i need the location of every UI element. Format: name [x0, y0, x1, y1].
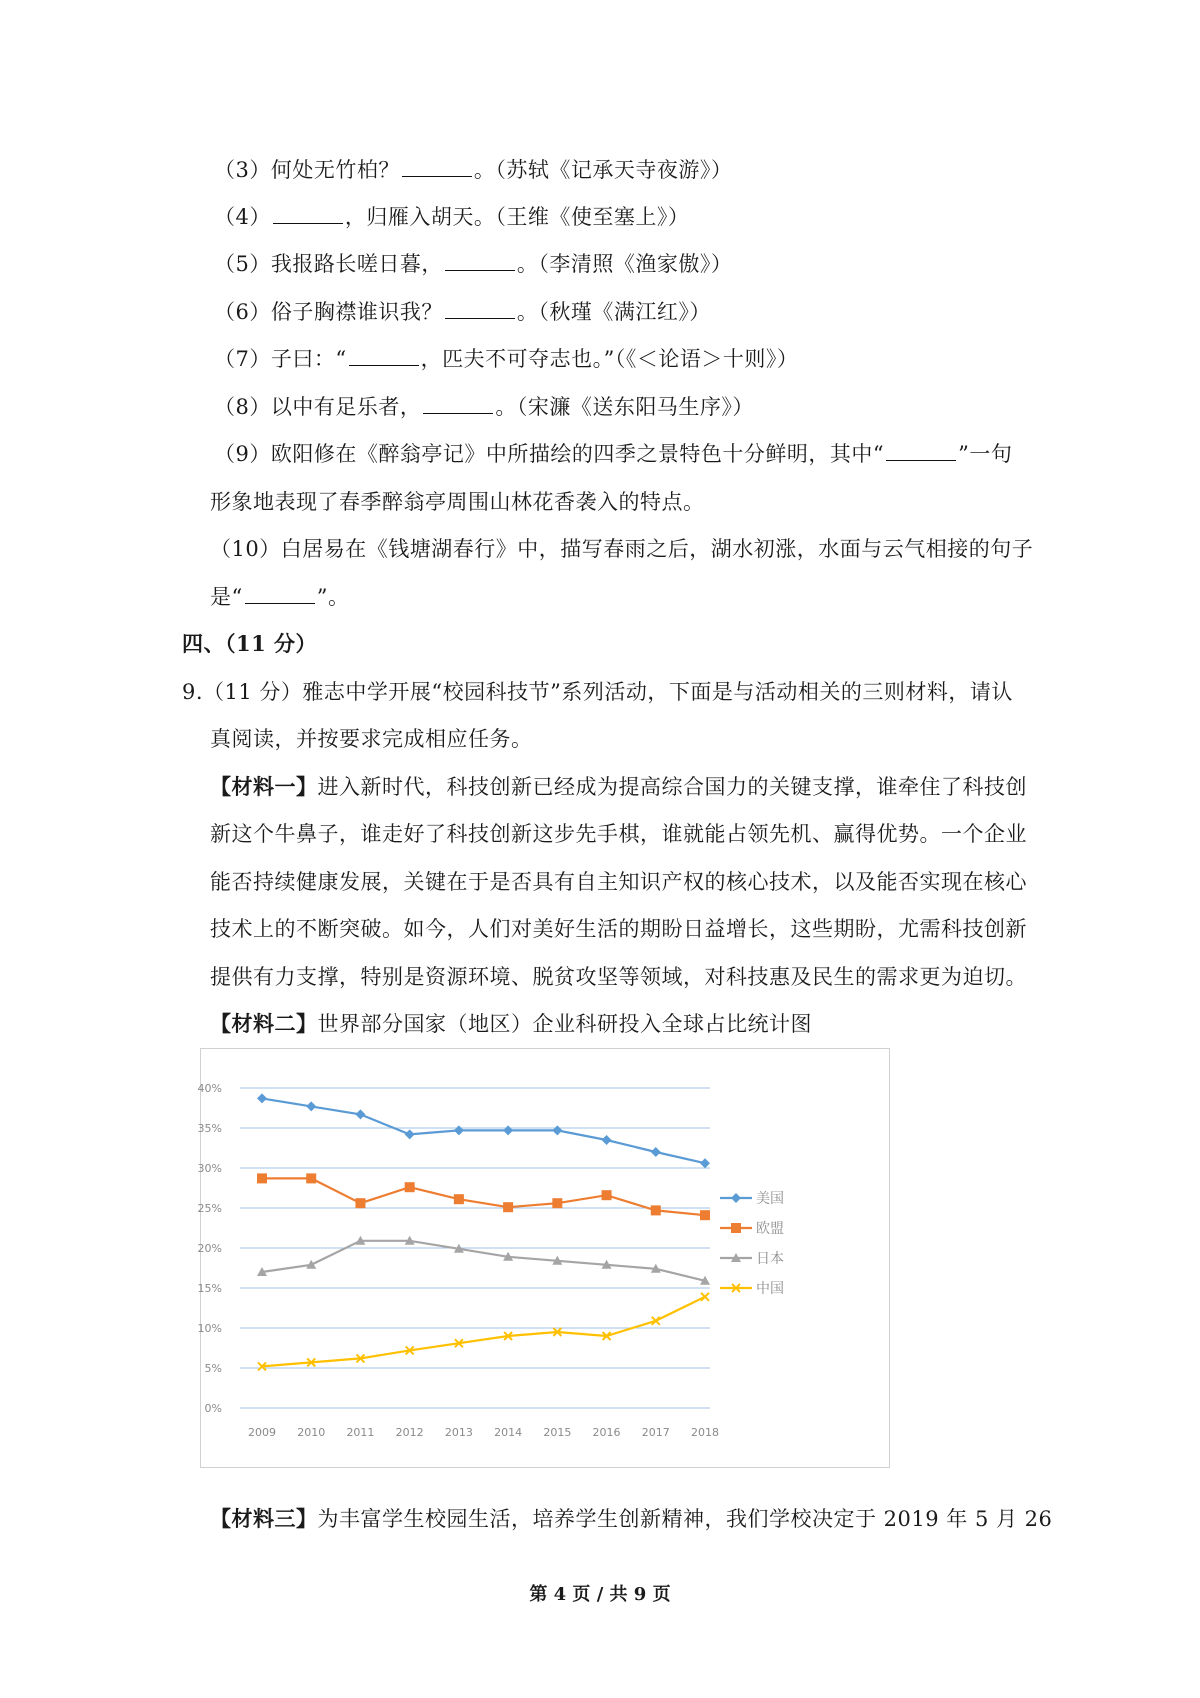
legend-label: 欧盟: [756, 1221, 784, 1237]
question-9-main-line2: 真阅读，并按要求完成相应任务。: [210, 727, 533, 751]
answer-blank[interactable]: [445, 300, 515, 319]
answer-blank[interactable]: [245, 585, 315, 604]
x-tick-label: 2011: [346, 1426, 375, 1439]
material-1-line4: 技术上的不断突破。如今，人们对美好生活的期盼日益增长，这些期盼，尤需科技创新: [210, 917, 1027, 941]
x-tick-label: 2017: [641, 1426, 670, 1439]
question-3: [214, 156, 732, 184]
question-8: [214, 393, 754, 421]
question-5-suffix: 。（李清照《渔家傲》）: [516, 252, 733, 276]
question-9-main-line1: 9.（11 分）雅志中学开展“校园科技节”系列活动，下面是与活动相关的三则材料，请认: [182, 680, 1013, 704]
question-9-line1: [214, 440, 1012, 468]
question-5-prefix: （5）我报路长嗟日暮，: [214, 252, 443, 276]
material-1-tag: 【材料一】: [210, 774, 318, 799]
y-tick-label: 5%: [204, 1362, 222, 1375]
x-tick-label: 2014: [494, 1426, 523, 1439]
material-3-text: 为丰富学生校园生活，培养学生创新精神，我们学校决定于 2019 年 5 月 26: [317, 1507, 1053, 1531]
data-point: [552, 1198, 562, 1208]
question-7: [214, 345, 798, 373]
data-point: [602, 1190, 612, 1200]
x-tick-label: 2015: [543, 1426, 572, 1439]
y-tick-label: 0%: [204, 1402, 222, 1415]
data-point: [700, 1210, 710, 1220]
x-tick-label: 2009: [248, 1426, 276, 1439]
material-1-text: 进入新时代，科技创新已经成为提高综合国力的关键支撑，谁牵住了科技创: [317, 775, 1027, 799]
answer-blank[interactable]: [445, 252, 515, 271]
question-9-line2: 形象地表现了春季醉翁亭周围山林花香袭入的特点。: [210, 490, 705, 514]
y-tick-label: 35%: [197, 1122, 222, 1135]
question-6-suffix: 。（秋瑾《满江红》）: [516, 300, 711, 324]
y-tick-label: 40%: [197, 1082, 222, 1095]
material-2-tag: 【材料二】: [210, 1011, 318, 1036]
answer-blank[interactable]: [886, 442, 956, 461]
question-6: [214, 298, 711, 326]
x-tick-label: 2012: [395, 1426, 424, 1439]
question-4-prefix: （4）: [214, 205, 271, 229]
legend-label: 美国: [756, 1191, 784, 1207]
section-heading: 四、（11 分）: [182, 631, 318, 656]
data-point: [503, 1202, 513, 1212]
question-7-prefix: （7）子曰：“: [214, 347, 347, 371]
answer-blank[interactable]: [273, 205, 343, 224]
line-chart: [197, 1048, 890, 1468]
data-point: [405, 1182, 415, 1192]
y-tick-label: 30%: [197, 1162, 222, 1175]
material-1-line2: 新这个牛鼻子，谁走好了科技创新这步先手棋，谁就能占领先机、赢得优势。一个企业: [210, 822, 1027, 846]
material-3-line1: [210, 1505, 1052, 1533]
answer-blank[interactable]: [349, 347, 419, 366]
answer-blank[interactable]: [402, 158, 472, 177]
question-4-suffix: ，归雁入胡天。（王维《使至塞上》）: [344, 205, 690, 229]
page-footer: 第 4 页 / 共 9 页: [529, 1584, 671, 1605]
data-point: [355, 1198, 365, 1208]
material-1-line3: 能否持续健康发展，关键在于是否具有自主知识产权的核心技术，以及能否实现在核心: [210, 870, 1027, 894]
question-6-prefix: （6）俗子胸襟谁识我？: [214, 300, 443, 324]
data-point: [731, 1223, 741, 1233]
y-tick-label: 25%: [197, 1202, 222, 1215]
question-8-suffix: 。（宋濂《送东阳马生序》）: [495, 395, 754, 419]
question-3-suffix: 。（苏轼《记承天寺夜游》）: [473, 158, 733, 182]
question-4: [214, 203, 689, 231]
question-9-prefix: （9）欧阳修在《醉翁亭记》中所描绘的四季之景特色十分鲜明，其中“: [214, 442, 885, 466]
y-tick-label: 20%: [197, 1242, 222, 1255]
question-5: [214, 250, 732, 278]
legend-label: 中国: [756, 1281, 784, 1297]
data-point: [454, 1194, 464, 1204]
x-tick-label: 2016: [592, 1426, 621, 1439]
legend-label: 日本: [756, 1251, 784, 1267]
question-8-prefix: （8）以中有足乐者，: [214, 395, 422, 419]
y-tick-label: 15%: [197, 1282, 222, 1295]
x-tick-label: 2018: [691, 1426, 719, 1439]
data-point: [257, 1173, 267, 1183]
question-7-suffix: ，匹夫不可夺志也。”（《＜论语＞十则》）: [420, 347, 799, 371]
data-point: [306, 1173, 316, 1183]
x-tick-label: 2013: [444, 1426, 473, 1439]
chart-frame: [201, 1049, 890, 1468]
question-10-suffix: ”。: [316, 585, 350, 609]
material-1-line5: 提供有力支撑，特别是资源环境、脱贫攻坚等领域，对科技惠及民生的需求更为迫切。: [210, 965, 1027, 989]
question-10-prefix: 是“: [210, 585, 243, 609]
material-3-tag: 【材料三】: [210, 1506, 318, 1531]
data-point: [651, 1205, 661, 1215]
material-1-line1: [210, 773, 1027, 801]
x-tick-label: 2010: [297, 1426, 326, 1439]
question-10-line1: （10）白居易在《钱塘湖春行》中，描写春雨之后，湖水初涨，水面与云气相接的句子: [210, 537, 1034, 561]
question-10-line2: [210, 583, 350, 611]
material-2-heading: [210, 1010, 812, 1038]
answer-blank[interactable]: [423, 395, 493, 414]
material-2-text: 世界部分国家（地区）企业科研投入全球占比统计图: [317, 1012, 812, 1036]
y-tick-label: 10%: [197, 1322, 222, 1335]
question-9-suffix: ”一句: [958, 442, 1013, 466]
question-3-prefix: （3）何处无竹柏？: [214, 158, 400, 182]
